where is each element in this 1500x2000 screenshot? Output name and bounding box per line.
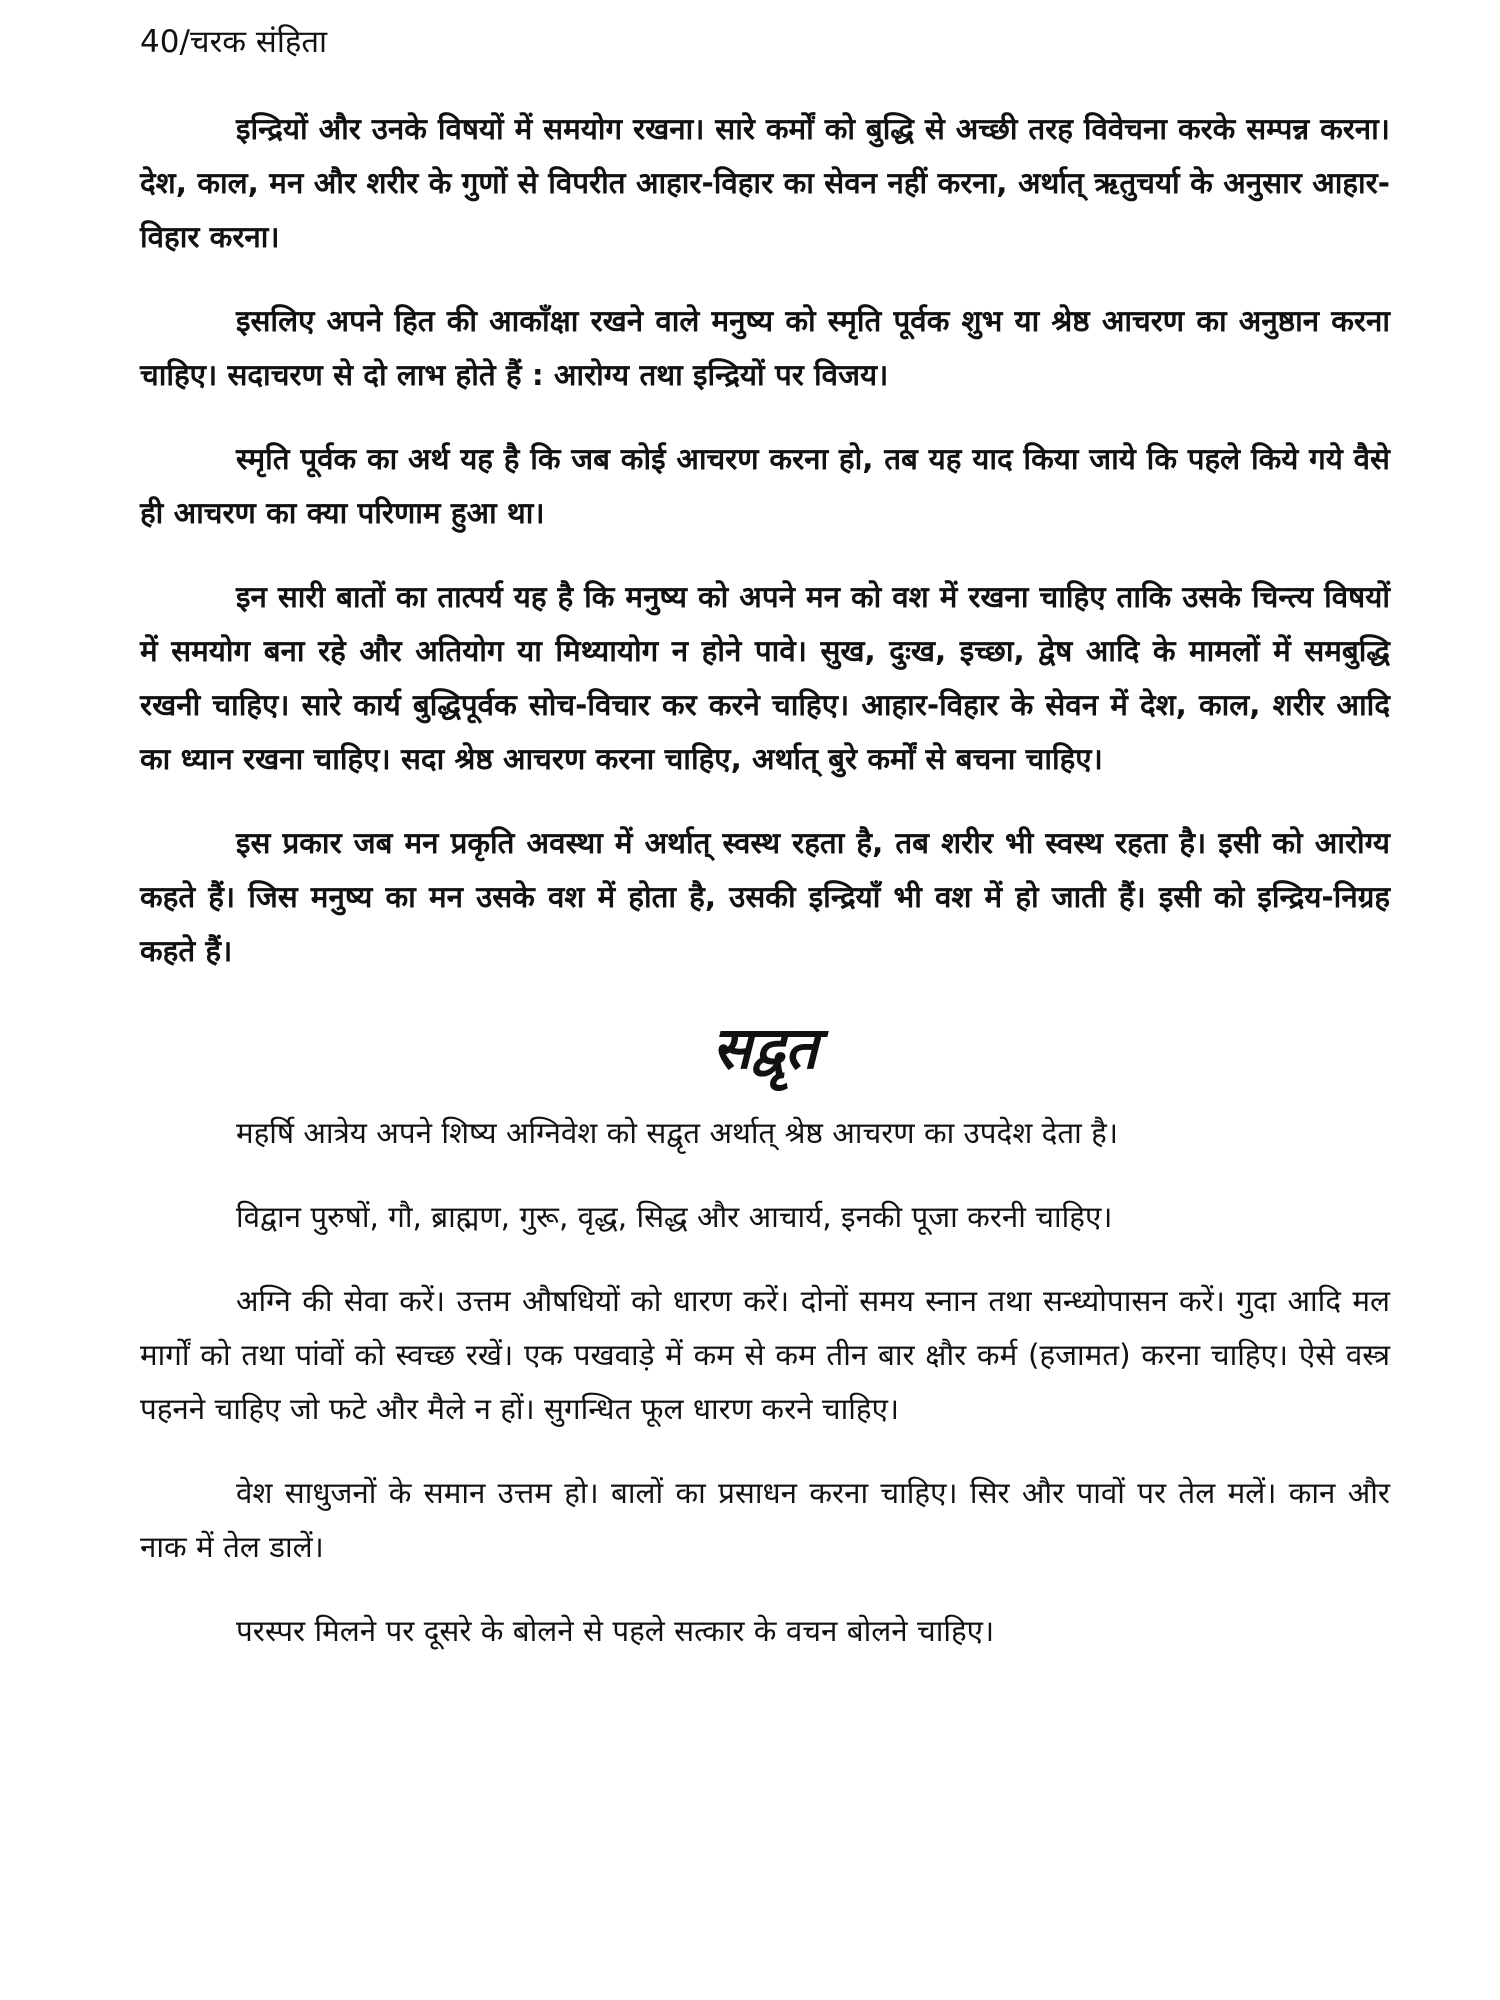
paragraph-7: विद्वान पुरुषों, गौ, ब्राह्मण, गुरू, वृद्ध, सिद्ध और आचार्य, इनकी पूजा करनी चाहिए। [236, 1200, 1113, 1234]
paragraph-1: इन्द्रियों और उनके विषयों में समयोग रखना। सारे कर्मों को बुद्धि से अच्छी तरह विवेचना करके सम्पन्न करना। देश, काल, मन और शरीर के गुणों से विपरीत आहार-विहार का सेवन नहीं करना, अर्थात् ऋतुचर्या के अनुसार आहार-विहार करना। [140, 112, 1390, 254]
paragraph-4: इन सारी बातों का तात्पर्य यह है कि मनुष्य को अपने मन को वश में रखना चाहिए ताकि उसके चिन्त्य विषयों में समयोग बना रहे और अतियोग या मिथ्यायोग न होने पावे। सुख, दुःख, इच्छा, द्वेष आदि के मामलों में समबुद्धि रखनी चाहिए। सारे कार्य बुद्धिपूर्वक सोच-विचार कर करने चाहिए। आहार-विहार के सेवन में देश, काल, शरीर आदि का ध्यान रखना चाहिए। सदा श्रेष्ठ आचरण करना चाहिए, अर्थात् बुरे कर्मों से बचना चाहिए। [140, 580, 1390, 776]
paragraph-6: महर्षि आत्रेय अपने शिष्य अग्निवेश को सद्वृत अर्थात् श्रेष्ठ आचरण का उपदेश देता है। [236, 1116, 1119, 1150]
paragraph-10: परस्पर मिलने पर दूसरे के बोलने से पहले सत्कार के वचन बोलने चाहिए। [236, 1614, 995, 1648]
paragraph-8: अग्नि की सेवा करें। उत्तम औषधियों को धारण करें। दोनों समय स्नान तथा सन्ध्योपासन करें। गुदा आदि मल मार्गों को तथा पांवों को स्वच्छ रखें। एक पखवाड़े में कम से कम तीन बार क्षौर कर्म (हजामत) करना चाहिए। ऐसे वस्त्र पहनने चाहिए जो फटे और मैले न हों। सुगन्धित फूल धारण करने चाहिए। [140, 1284, 1390, 1426]
paragraph-3: स्मृति पूर्वक का अर्थ यह है कि जब कोई आचरण करना हो, तब यह याद किया जाये कि पहले किये गये वैसे ही आचरण का क्या परिणाम हुआ था। [140, 442, 1390, 530]
running-header: 40/चरक संहिता [140, 24, 328, 60]
section-heading-sadvrit: सद्वृत [712, 1014, 818, 1082]
paragraph-5: इस प्रकार जब मन प्रकृति अवस्था में अर्थात् स्वस्थ रहता है, तब शरीर भी स्वस्थ रहता है। इसी को आरोग्य कहते हैं। जिस मनुष्य का मन उसके वश में होता है, उसकी इन्द्रियाँ भी वश में हो जाती हैं। इसी को इन्द्रिय-निग्रह कहते हैं। [140, 826, 1390, 968]
paragraph-9: वेश साधुजनों के समान उत्तम हो। बालों का प्रसाधन करना चाहिए। सिर और पावों पर तेल मलें। कान और नाक में तेल डालें। [140, 1476, 1390, 1564]
paragraph-2: इसलिए अपने हित की आकाँक्षा रखने वाले मनुष्य को स्मृति पूर्वक शुभ या श्रेष्ठ आचरण का अनुष्ठान करना चाहिए। सदाचरण से दो लाभ होते हैं : आरोग्य तथा इन्द्रियों पर विजय। [140, 304, 1390, 392]
